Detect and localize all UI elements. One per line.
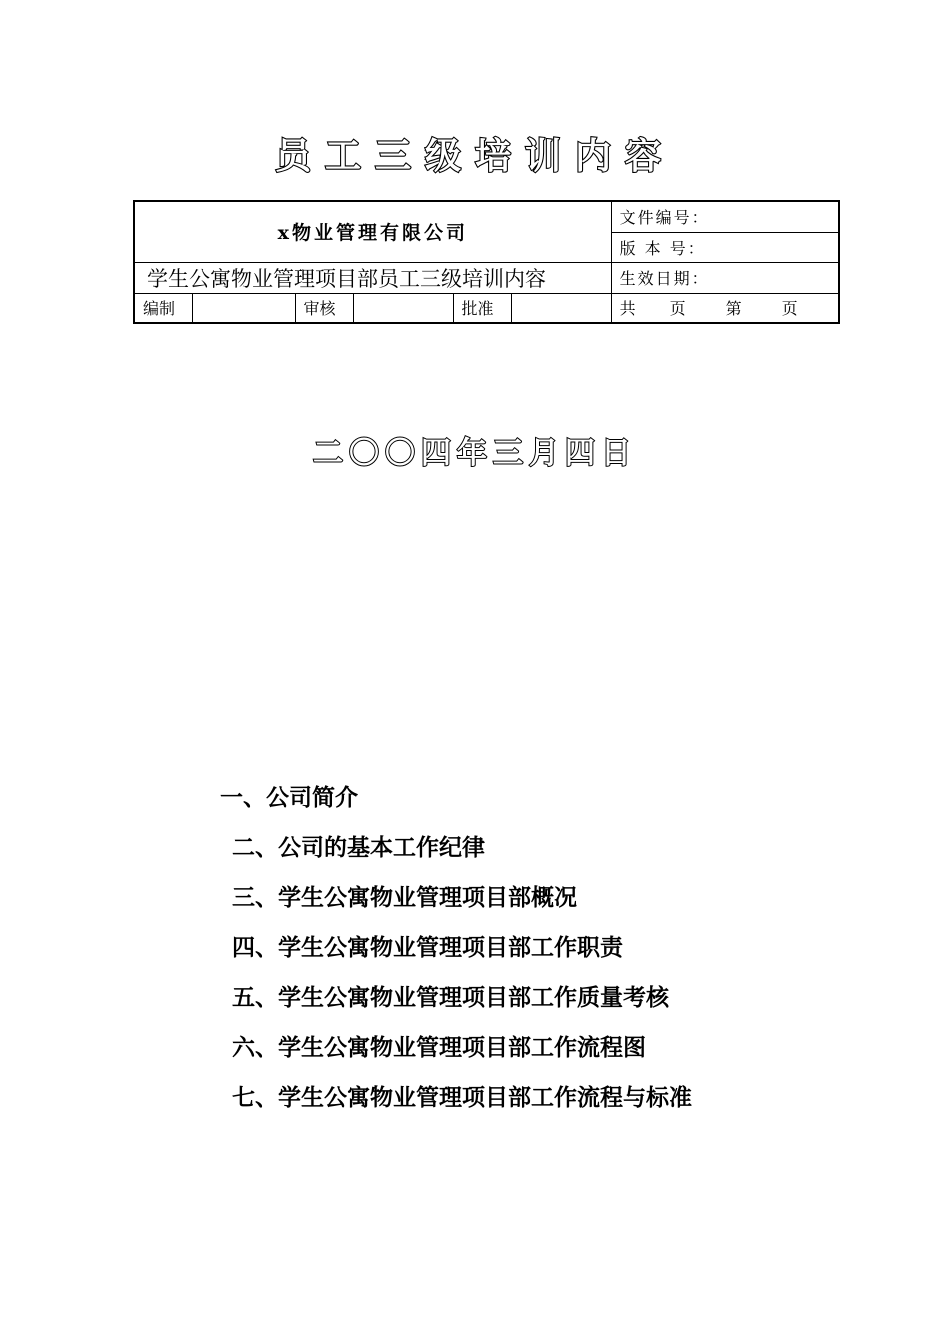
page-label-2: 页 <box>781 299 798 319</box>
company-name: x物业管理有限公司 <box>134 201 611 262</box>
prepared-by-label: 编制 <box>134 293 192 323</box>
document-title: 员工三级培训内容 <box>274 136 675 177</box>
page-count-cell <box>611 293 839 323</box>
toc-item: 五、学生公寓物业管理项目部工作质量考核 <box>232 985 669 1011</box>
toc-item: 一、公司简介 <box>220 785 358 811</box>
table-of-contents <box>220 778 692 1128</box>
reviewed-by-value <box>353 293 453 323</box>
toc-item: 四、学生公寓物业管理项目部工作职责 <box>232 935 623 961</box>
approved-by-label: 批准 <box>453 293 511 323</box>
version-label: 版 本 号： <box>611 232 839 262</box>
effective-date-label: 生效日期： <box>611 262 839 293</box>
toc-item: 六、学生公寓物业管理项目部工作流程图 <box>232 1035 646 1061</box>
toc-item: 二、公司的基本工作纪律 <box>232 835 485 861</box>
toc-item: 七、学生公寓物业管理项目部工作流程与标准 <box>232 1085 692 1111</box>
total-label: 共 <box>619 299 636 319</box>
approved-by-value <box>511 293 611 323</box>
file-number-label: 文件编号： <box>611 201 839 232</box>
page-label: 页 <box>669 299 686 319</box>
document-date: 二〇〇四年三月四日 <box>313 436 637 471</box>
toc-item: 三、学生公寓物业管理项目部概况 <box>232 885 577 911</box>
document-header-table <box>133 200 840 324</box>
page-number-label: 第 <box>725 299 742 319</box>
reviewed-by-label: 审核 <box>295 293 353 323</box>
prepared-by-value <box>192 293 295 323</box>
document-subject: 学生公寓物业管理项目部员工三级培训内容 <box>134 262 611 293</box>
